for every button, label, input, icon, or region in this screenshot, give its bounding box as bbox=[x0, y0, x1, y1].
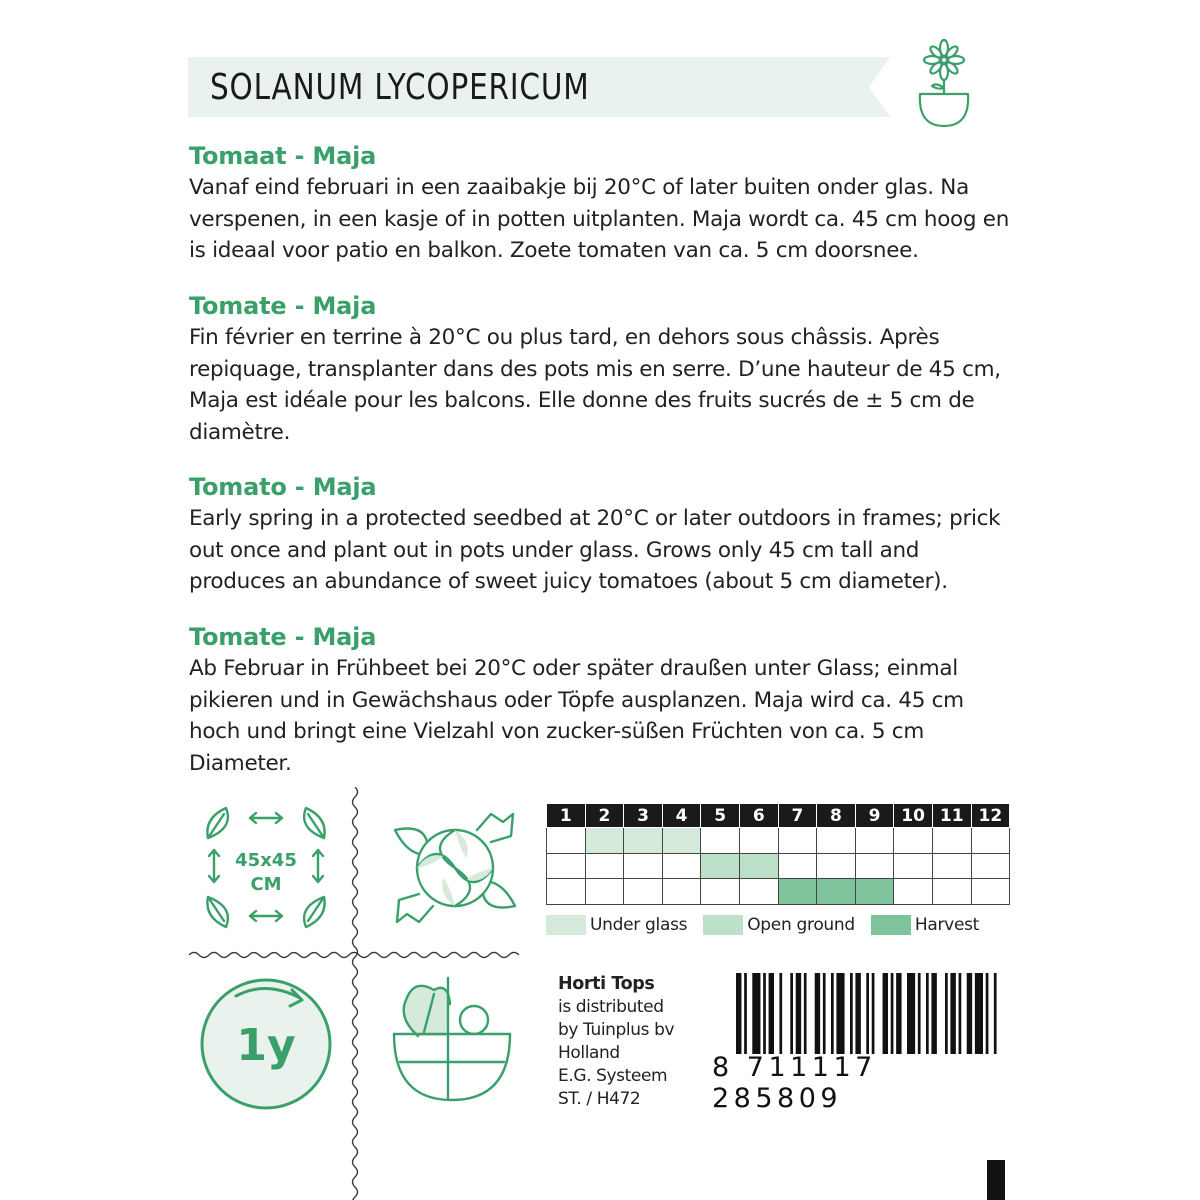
print-registration-mark bbox=[987, 1160, 1005, 1200]
calendar-month-7: 7 bbox=[778, 804, 817, 828]
brand-name: Horti Tops bbox=[558, 974, 655, 994]
calendar-cell bbox=[778, 879, 817, 905]
legend-swatch-harvest bbox=[871, 915, 911, 935]
barcode-bar bbox=[986, 973, 989, 1054]
section-title: Tomato - Maja bbox=[189, 473, 377, 501]
calendar-cell bbox=[624, 853, 663, 879]
calendar-cell bbox=[624, 879, 663, 905]
barcode-bar bbox=[796, 973, 801, 1054]
distributor-line: is distributed bbox=[558, 997, 664, 1017]
calendar-cell bbox=[547, 828, 586, 854]
calendar-month-12: 12 bbox=[971, 804, 1010, 828]
calendar-cell bbox=[971, 879, 1010, 905]
calendar-cell bbox=[932, 879, 971, 905]
calendar-month-header bbox=[547, 804, 1010, 828]
legend-swatch-under-glass bbox=[546, 915, 586, 935]
barcode-bar bbox=[815, 973, 820, 1054]
barcode-bar bbox=[975, 973, 983, 1054]
calendar-cell bbox=[855, 853, 894, 879]
barcode-bar bbox=[866, 973, 869, 1054]
section-title: Tomaat - Maja bbox=[189, 142, 377, 170]
barcode-bar bbox=[918, 973, 921, 1054]
calendar-month-6: 6 bbox=[739, 804, 778, 828]
calendar-cell bbox=[894, 879, 933, 905]
barcode-bar bbox=[804, 973, 807, 1054]
annual-lifecycle-icon bbox=[196, 974, 336, 1114]
sowing-calendar bbox=[546, 803, 1010, 905]
calendar-month-3: 3 bbox=[624, 804, 663, 828]
calendar-cell bbox=[701, 853, 740, 879]
flower-pot-icon bbox=[914, 38, 974, 130]
barcode-bar bbox=[926, 973, 929, 1054]
calendar-cell bbox=[817, 853, 856, 879]
calendar-month-11: 11 bbox=[932, 804, 971, 828]
calendar-cell bbox=[971, 828, 1010, 854]
distributor-line: by Tuinplus bv bbox=[558, 1020, 675, 1040]
calendar-cell bbox=[971, 853, 1010, 879]
calendar-month-8: 8 bbox=[817, 804, 856, 828]
calendar-row-harvest bbox=[547, 879, 1010, 905]
calendar-cell bbox=[662, 853, 701, 879]
calendar-cell bbox=[585, 879, 624, 905]
barcode-bar bbox=[779, 973, 782, 1054]
section-text: Fin février en terrine à 20°C ou plus tard, en dehors sous châssis. Après repiquage, transplanter dans des pots mis en serre. D’une hauteur de 45 cm, Maja est idéale pour les balcons. Elle donne des fruits sucrés de ± 5 cm de diamètre. bbox=[189, 325, 1001, 445]
calendar-month-2: 2 bbox=[585, 804, 624, 828]
barcode-bar bbox=[744, 973, 747, 1054]
calendar-cell bbox=[932, 853, 971, 879]
barcode-bars bbox=[736, 973, 1002, 1054]
calendar-legend bbox=[546, 913, 995, 937]
barcode-bar bbox=[891, 973, 894, 1054]
section-english bbox=[189, 472, 1019, 598]
calendar-cell bbox=[739, 853, 778, 879]
barcode-bar bbox=[736, 973, 741, 1054]
calendar-cell bbox=[817, 828, 856, 854]
section-dutch bbox=[189, 141, 1019, 267]
calendar-cell bbox=[624, 828, 663, 854]
barcode-bar bbox=[872, 973, 875, 1054]
barcode-bar bbox=[931, 973, 936, 1054]
barcode-bar bbox=[850, 973, 853, 1054]
calendar-cell bbox=[701, 828, 740, 854]
calendar-row-under bbox=[547, 828, 1010, 854]
calendar-month-9: 9 bbox=[855, 804, 894, 828]
barcode-bar bbox=[967, 973, 972, 1054]
calendar-cell bbox=[585, 853, 624, 879]
calendar-row-open bbox=[547, 853, 1010, 879]
barcode-bar bbox=[763, 973, 766, 1054]
calendar-cell bbox=[739, 828, 778, 854]
vertical-wavy-divider bbox=[348, 787, 362, 1200]
barcode-bar bbox=[790, 973, 793, 1054]
barcode-bar bbox=[945, 973, 948, 1054]
calendar-cell bbox=[894, 828, 933, 854]
calendar-cell bbox=[547, 879, 586, 905]
calendar-month-1: 1 bbox=[547, 804, 586, 828]
barcode-bar bbox=[883, 973, 888, 1054]
calendar-cell bbox=[662, 828, 701, 854]
candy-sweetness-icon bbox=[385, 800, 525, 935]
calendar-cell bbox=[662, 879, 701, 905]
calendar-month-4: 4 bbox=[662, 804, 701, 828]
calendar-cell bbox=[817, 879, 856, 905]
distributor-line: E.G. Systeem bbox=[558, 1066, 668, 1086]
barcode-number: 8 711117 285809 bbox=[712, 1052, 877, 1114]
calendar-cell bbox=[701, 879, 740, 905]
calendar-month-5: 5 bbox=[701, 804, 740, 828]
section-german bbox=[189, 622, 1019, 779]
section-text: Vanaf eind februari in een zaaibakje bij 20°C of later buiten onder glas. Na verspenen, in een kasje of in potten uitplanten. Maja wordt ca. 45 cm hoog en is ideaal voor patio en balkon. Zoete tomaten van ca. 5 cm doorsnee. bbox=[189, 175, 1010, 263]
legend-label-open-ground: Open ground bbox=[747, 915, 855, 935]
section-text: Ab Februar in Frühbeet bei 20°C oder später draußen unter Glass; einmal pikieren und in Gewächshaus oder Töpfe ausplanzen. Maja wird ca. 45 cm hoch und bringt eine Vielzahl von zucker-süßen Früchten von ca. 5 cm Diameter. bbox=[189, 656, 964, 776]
barcode-bar bbox=[994, 973, 997, 1054]
calendar-cell bbox=[739, 879, 778, 905]
barcode-bar bbox=[896, 973, 901, 1054]
horizontal-wavy-divider bbox=[189, 948, 519, 962]
plant-spacing-icon bbox=[196, 800, 336, 935]
section-french bbox=[189, 291, 1019, 448]
barcode-bar bbox=[950, 973, 955, 1054]
calendar-cell bbox=[894, 853, 933, 879]
latin-name-title: SOLANUM LYCOPERICUM bbox=[210, 67, 590, 108]
section-text: Early spring in a protected seedbed at 20°C or later outdoors in frames; prick out once and plant out in pots under glass. Grows only 45 cm tall and produces an abundance of sweet juicy tomatoes (about 5 cm diameter). bbox=[189, 506, 1001, 594]
lifecycle-label: 1y bbox=[236, 1020, 296, 1071]
barcode-bar bbox=[752, 973, 760, 1054]
distributor-line: Holland bbox=[558, 1043, 620, 1063]
calendar-cell bbox=[585, 828, 624, 854]
legend-swatch-open-ground bbox=[703, 915, 743, 935]
calendar-cell bbox=[932, 828, 971, 854]
section-title: Tomate - Maja bbox=[189, 623, 377, 651]
legend-label-under-glass: Under glass bbox=[590, 915, 688, 935]
barcode-bar bbox=[907, 973, 915, 1054]
calendar-cell bbox=[547, 853, 586, 879]
barcode-bar bbox=[836, 973, 844, 1054]
distributor-info bbox=[558, 973, 698, 1111]
spacing-label-top: 45x45 bbox=[235, 850, 297, 871]
calendar-cell bbox=[778, 853, 817, 879]
calendar-cell bbox=[778, 828, 817, 854]
section-title: Tomate - Maja bbox=[189, 292, 377, 320]
barcode-bar bbox=[769, 973, 774, 1054]
vegetable-bowl-icon bbox=[378, 970, 518, 1110]
distributor-line: ST. / H472 bbox=[558, 1089, 641, 1109]
calendar-cell bbox=[855, 879, 894, 905]
legend-label-harvest: Harvest bbox=[914, 915, 980, 935]
spacing-label-bottom: CM bbox=[250, 874, 282, 895]
barcode-bar bbox=[831, 973, 834, 1054]
calendar-month-10: 10 bbox=[894, 804, 933, 828]
barcode-bar bbox=[855, 973, 860, 1054]
barcode-bar bbox=[959, 973, 962, 1054]
barcode-bar bbox=[823, 973, 826, 1054]
calendar-cell bbox=[855, 828, 894, 854]
